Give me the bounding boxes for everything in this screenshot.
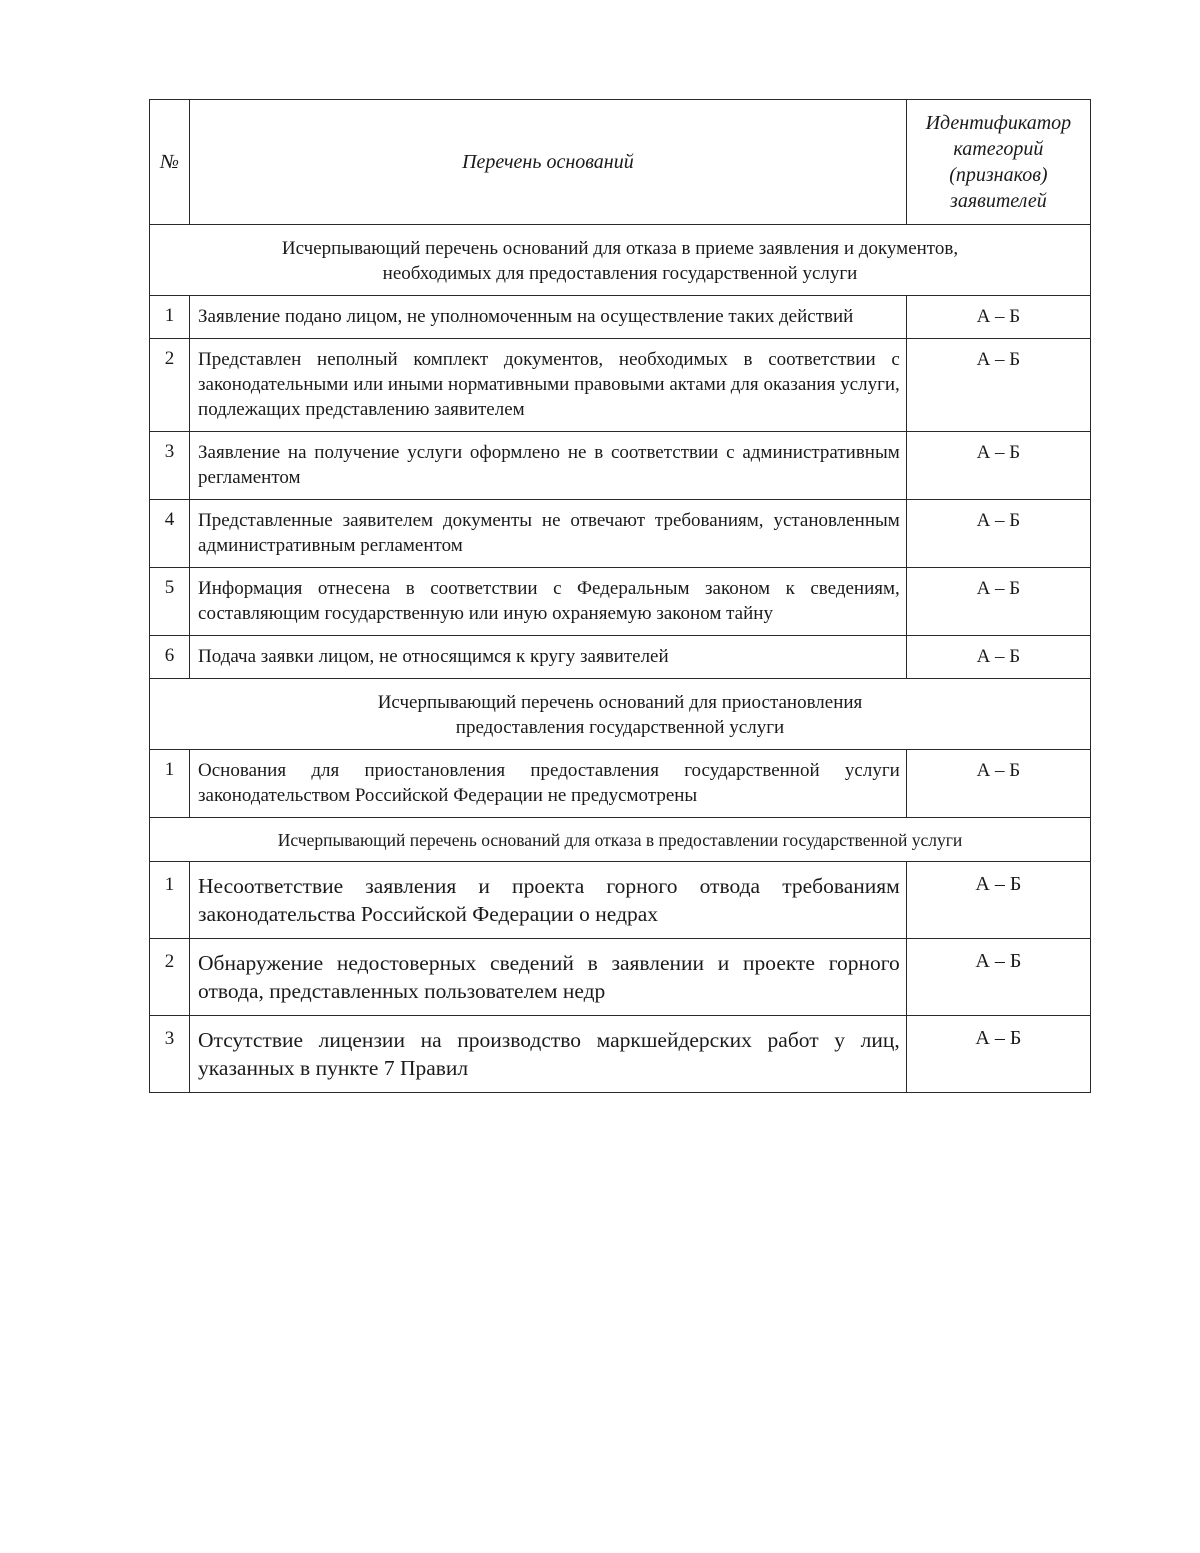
row-number: 2 bbox=[150, 939, 190, 1016]
row-number: 1 bbox=[150, 862, 190, 939]
table-row bbox=[150, 296, 1091, 339]
row-identifier: А – Б bbox=[906, 862, 1090, 939]
section-title bbox=[150, 225, 1091, 296]
row-identifier: А – Б bbox=[906, 636, 1090, 679]
column-header-number: № bbox=[150, 100, 190, 225]
row-number: 3 bbox=[150, 1016, 190, 1093]
identifier-header-line: (признаков) bbox=[949, 164, 1048, 186]
row-number: 3 bbox=[150, 432, 190, 500]
identifier-header-line: категорий bbox=[953, 138, 1044, 160]
table-row bbox=[150, 1016, 1091, 1093]
row-number: 6 bbox=[150, 636, 190, 679]
row-reason: Представленные заявителем документы не отвечают требованиям, установленным административным регламентом bbox=[190, 500, 907, 568]
row-identifier: А – Б bbox=[906, 750, 1090, 818]
row-reason: Основания для приостановления предоставления государственной услуги законодательством Российской Федерации не предусмотрены bbox=[190, 750, 907, 818]
section-title-line: Исчерпывающий перечень оснований для приостановления bbox=[377, 692, 863, 713]
row-number: 1 bbox=[150, 296, 190, 339]
table-row bbox=[150, 568, 1091, 636]
row-identifier: А – Б bbox=[906, 296, 1090, 339]
section-heading-refusal-acceptance bbox=[150, 225, 1091, 296]
row-number: 5 bbox=[150, 568, 190, 636]
row-number: 1 bbox=[150, 750, 190, 818]
row-reason: Обнаружение недостоверных сведений в заявлении и проекте горного отвода, представленных пользователем недр bbox=[190, 939, 907, 1016]
row-identifier: А – Б bbox=[906, 432, 1090, 500]
identifier-header-line: заявителей bbox=[950, 190, 1047, 212]
row-identifier: А – Б bbox=[906, 1016, 1090, 1093]
table-row bbox=[150, 339, 1091, 432]
row-number: 4 bbox=[150, 500, 190, 568]
table-row bbox=[150, 750, 1091, 818]
section-heading-refusal-service bbox=[150, 818, 1091, 862]
section-title bbox=[150, 679, 1091, 750]
identifier-header-line: Идентификатор bbox=[925, 112, 1072, 134]
table-row bbox=[150, 636, 1091, 679]
table-header-row bbox=[150, 100, 1091, 225]
row-identifier: А – Б bbox=[906, 500, 1090, 568]
row-identifier: А – Б bbox=[906, 939, 1090, 1016]
table-row bbox=[150, 500, 1091, 568]
table-row bbox=[150, 939, 1091, 1016]
section-title-line: Исчерпывающий перечень оснований для отказа в предоставлении государственной услуги bbox=[277, 830, 963, 850]
row-number: 2 bbox=[150, 339, 190, 432]
section-heading-suspension bbox=[150, 679, 1091, 750]
section-title bbox=[150, 818, 1091, 862]
row-identifier: А – Б bbox=[906, 339, 1090, 432]
row-reason: Заявление на получение услуги оформлено не в соответствии с административным регламентом bbox=[190, 432, 907, 500]
row-reason: Отсутствие лицензии на производство маркшейдерских работ у лиц, указанных в пункте 7 Правил bbox=[190, 1016, 907, 1093]
section-title-line: Исчерпывающий перечень оснований для отказа в приеме заявления и документов, bbox=[281, 238, 959, 259]
row-reason: Подача заявки лицом, не относящимся к кругу заявителей bbox=[190, 636, 907, 679]
table-row bbox=[150, 432, 1091, 500]
table-row bbox=[150, 862, 1091, 939]
section-title-line: предоставления государственной услуги bbox=[455, 717, 785, 738]
row-reason: Представлен неполный комплект документов, необходимых в соответствии с законодательными или иными нормативными правовыми актами для оказания услуги, подлежащих представлению заявителем bbox=[190, 339, 907, 432]
row-reason: Заявление подано лицом, не уполномоченным на осуществление таких действий bbox=[190, 296, 907, 339]
row-reason: Информация отнесена в соответствии с Федеральным законом к сведениям, составляющим государственную или иную охраняемую законом тайну bbox=[190, 568, 907, 636]
column-header-reasons: Перечень оснований bbox=[190, 100, 907, 225]
section-title-line: необходимых для предоставления государственной услуги bbox=[382, 263, 858, 284]
column-header-identifier bbox=[906, 100, 1090, 225]
grounds-table bbox=[149, 99, 1091, 1093]
row-identifier: А – Б bbox=[906, 568, 1090, 636]
row-reason: Несоответствие заявления и проекта горного отвода требованиям законодательства Российской Федерации о недрах bbox=[190, 862, 907, 939]
